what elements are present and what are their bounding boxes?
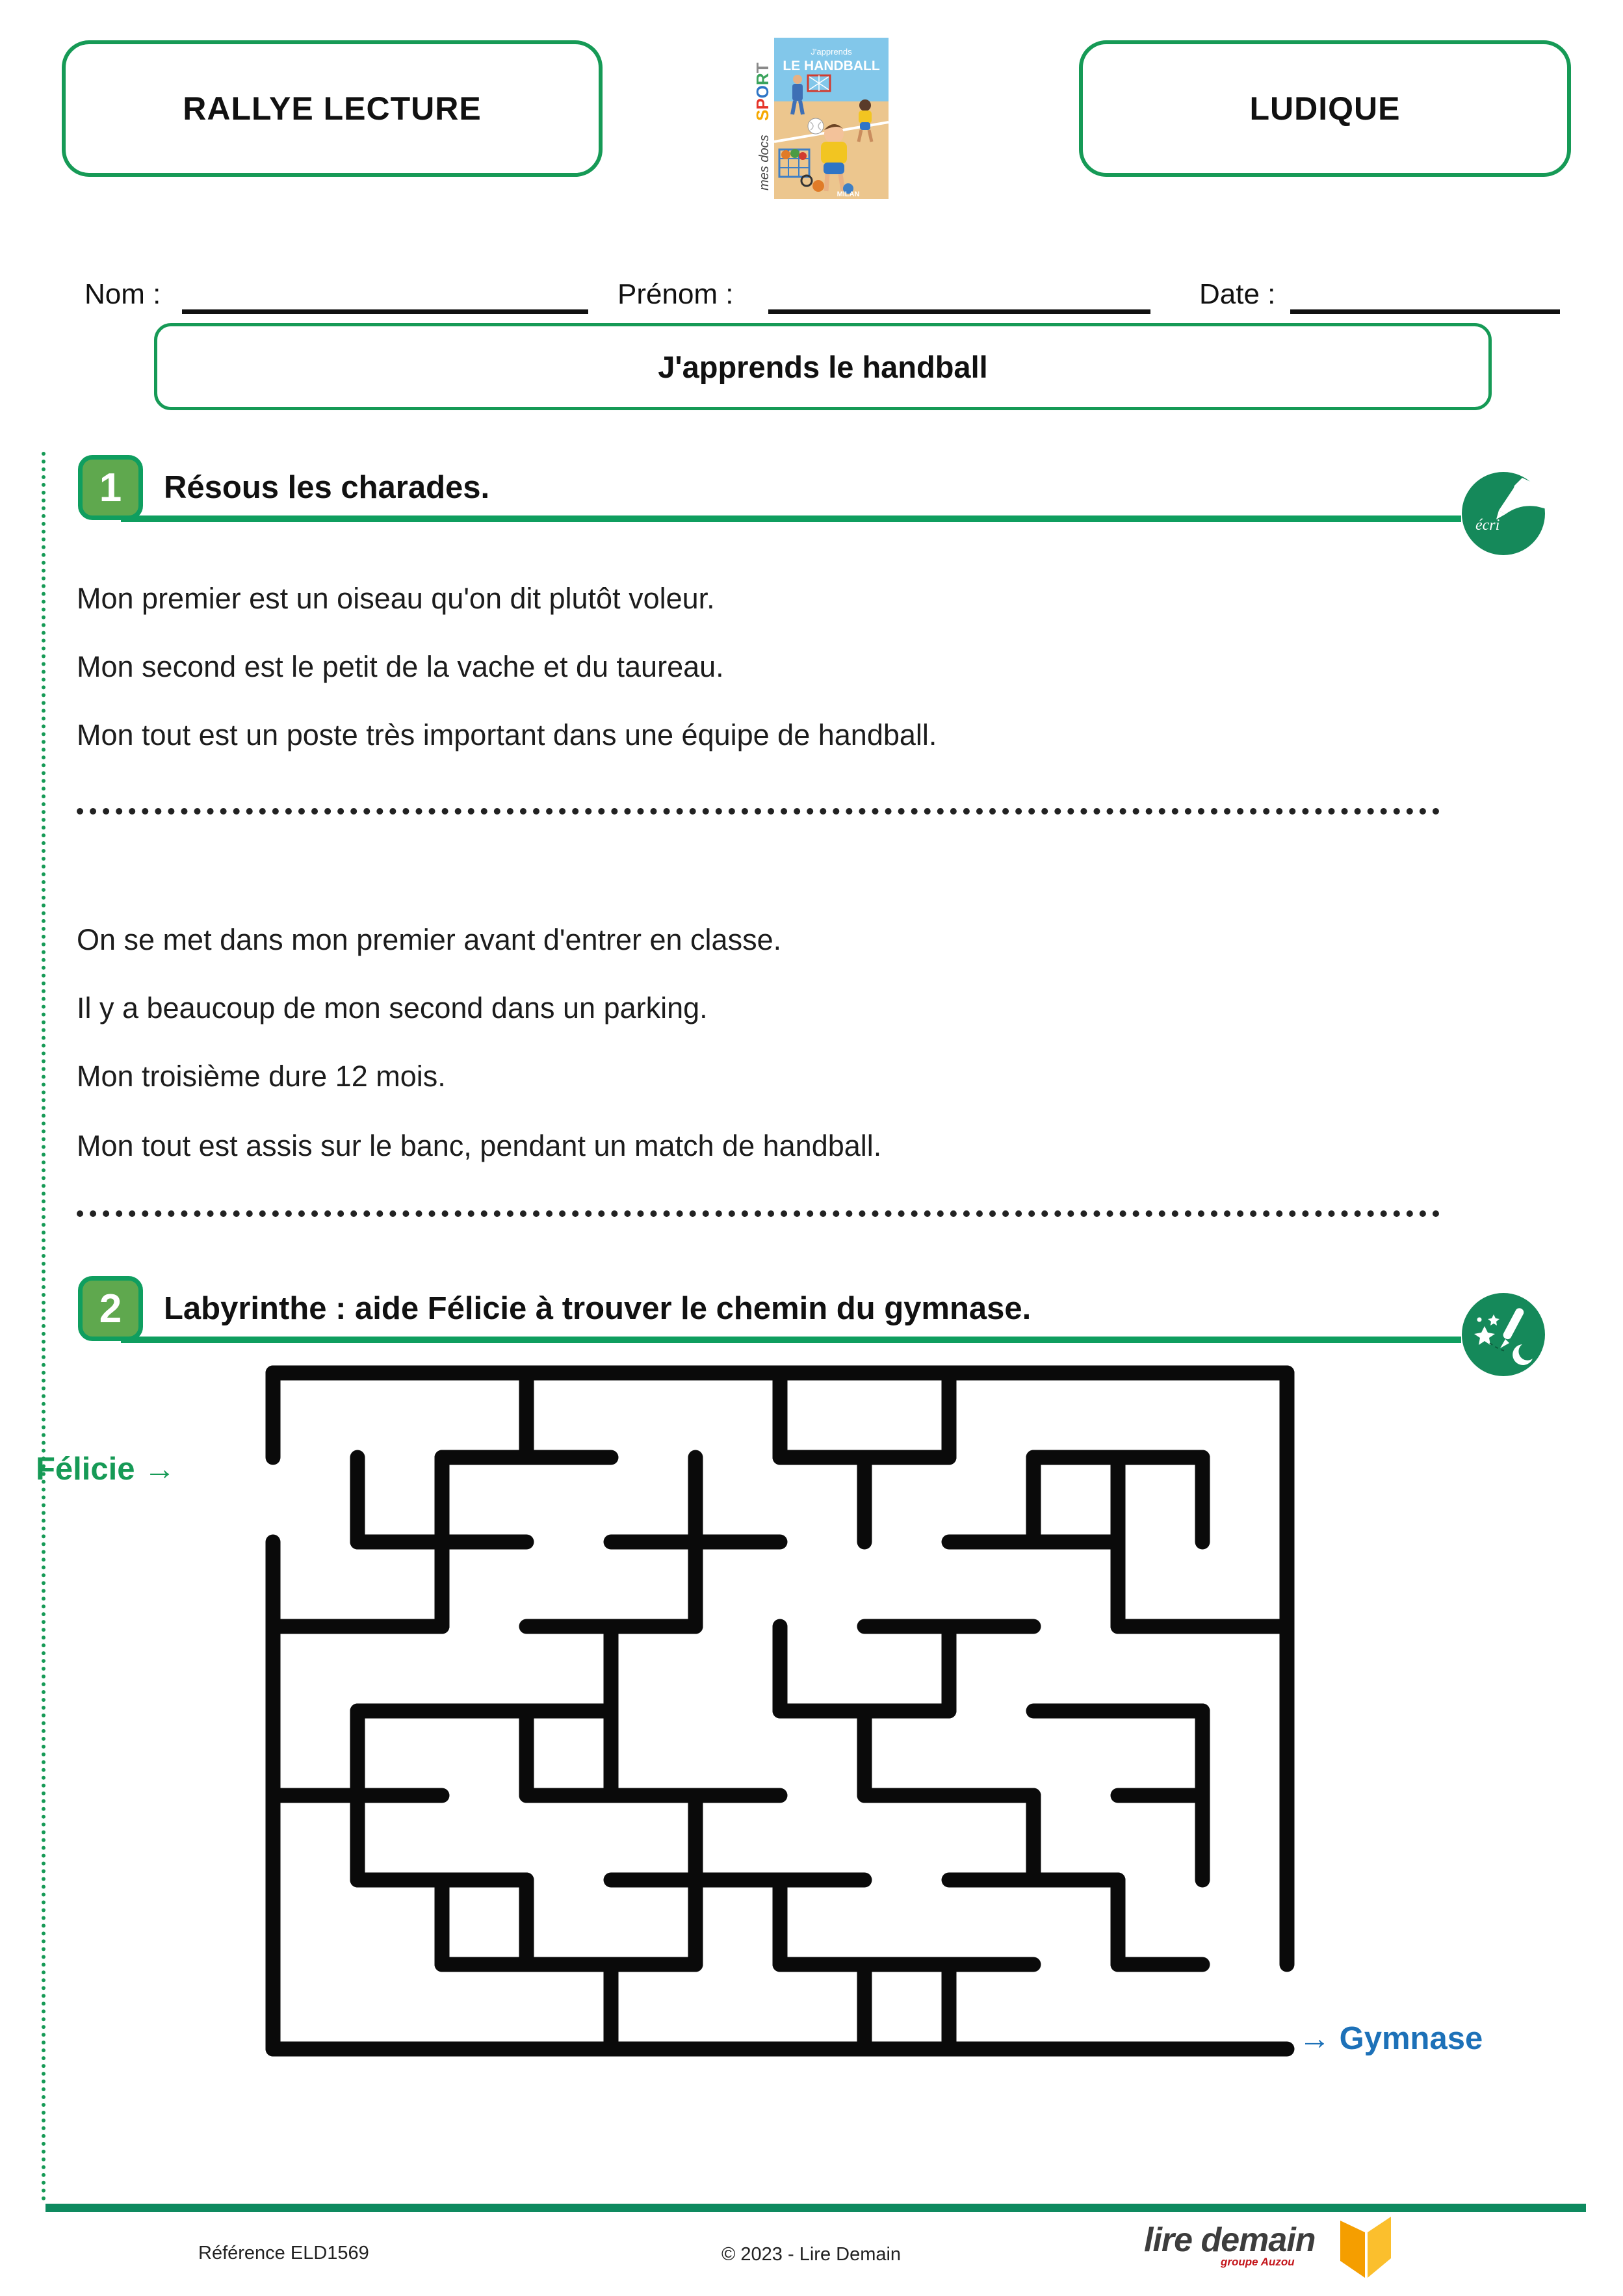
charade2-line1: On se met dans mon premier avant d'entrer en classe. bbox=[77, 923, 782, 956]
section2-rule bbox=[121, 1337, 1461, 1343]
footer-copyright: © 2023 - Lire Demain bbox=[721, 2244, 902, 2265]
left-dotted-border bbox=[42, 452, 45, 2202]
prenom-label: Prénom : bbox=[617, 278, 734, 310]
section1-rule bbox=[121, 515, 1461, 522]
rallye-lecture-box bbox=[62, 40, 603, 177]
nom-label: Nom : bbox=[84, 278, 161, 310]
logo-subtext: groupe Auzou bbox=[1221, 2256, 1295, 2268]
svg-text:SPORT: SPORT bbox=[753, 62, 772, 121]
ludique-label: LUDIQUE bbox=[1249, 90, 1401, 127]
worksheet-title-box bbox=[154, 323, 1492, 410]
nom-line bbox=[182, 309, 588, 314]
start-arrow-icon: → bbox=[144, 1452, 176, 1487]
maze-end-label: → Gymnase bbox=[1299, 2021, 1483, 2056]
magic-pen-icon bbox=[1460, 1291, 1547, 1381]
ludique-box bbox=[1079, 40, 1571, 177]
worksheet-title: J'apprends le handball bbox=[658, 349, 988, 384]
charade2-line3: Mon troisième dure 12 mois. bbox=[77, 1060, 446, 1093]
charade1-line1: Mon premier est un oiseau qu'on dit plutôt voleur. bbox=[77, 582, 715, 615]
charade2-line2: Il y a beaucoup de mon second dans un parking. bbox=[77, 991, 708, 1024]
book-publisher: MILAN bbox=[837, 190, 860, 198]
end-arrow-icon: → bbox=[1299, 2021, 1331, 2056]
date-label: Date : bbox=[1199, 278, 1276, 310]
date-line bbox=[1290, 309, 1560, 314]
footer-reference: Référence ELD1569 bbox=[198, 2243, 369, 2263]
book-title-big: LE HANDBALL bbox=[783, 59, 880, 73]
charade2-line4: Mon tout est assis sur le banc, pendant un match de handball. bbox=[77, 1129, 882, 1162]
section1-number: 1 bbox=[99, 465, 122, 510]
book-cover bbox=[751, 38, 889, 199]
section2-number-badge bbox=[78, 1276, 143, 1341]
footer-bar bbox=[45, 2204, 1586, 2212]
charade2-answer-line bbox=[77, 1210, 1440, 1217]
section1-number-badge bbox=[78, 455, 143, 520]
writing-hand-icon bbox=[1460, 470, 1547, 560]
book-cover-art bbox=[751, 38, 889, 199]
charade1-line2: Mon second est le petit de la vache et du taureau. bbox=[77, 650, 724, 683]
maze-start-label: Félicie → bbox=[36, 1452, 176, 1487]
section1-title: Résous les charades. bbox=[164, 470, 490, 505]
logo-book-icon bbox=[1331, 2215, 1403, 2287]
rallye-lecture-label: RALLYE LECTURE bbox=[183, 90, 482, 127]
charade1-line3: Mon tout est un poste très important dans une équipe de handball. bbox=[77, 718, 937, 751]
logo-text: lire demain bbox=[1144, 2221, 1316, 2259]
book-title-small: J'apprends bbox=[811, 47, 852, 57]
book-series-script: mes docs bbox=[757, 135, 772, 190]
maze bbox=[263, 1363, 1297, 2059]
prenom-line bbox=[768, 309, 1150, 314]
section2-title: Labyrinthe : aide Félicie à trouver le chemin du gymnase. bbox=[164, 1291, 1032, 1326]
lire-demain-logo bbox=[1144, 2215, 1417, 2287]
section2-number: 2 bbox=[99, 1286, 122, 1331]
charade1-answer-line bbox=[77, 808, 1440, 815]
ecri-word: écri bbox=[1475, 517, 1500, 534]
